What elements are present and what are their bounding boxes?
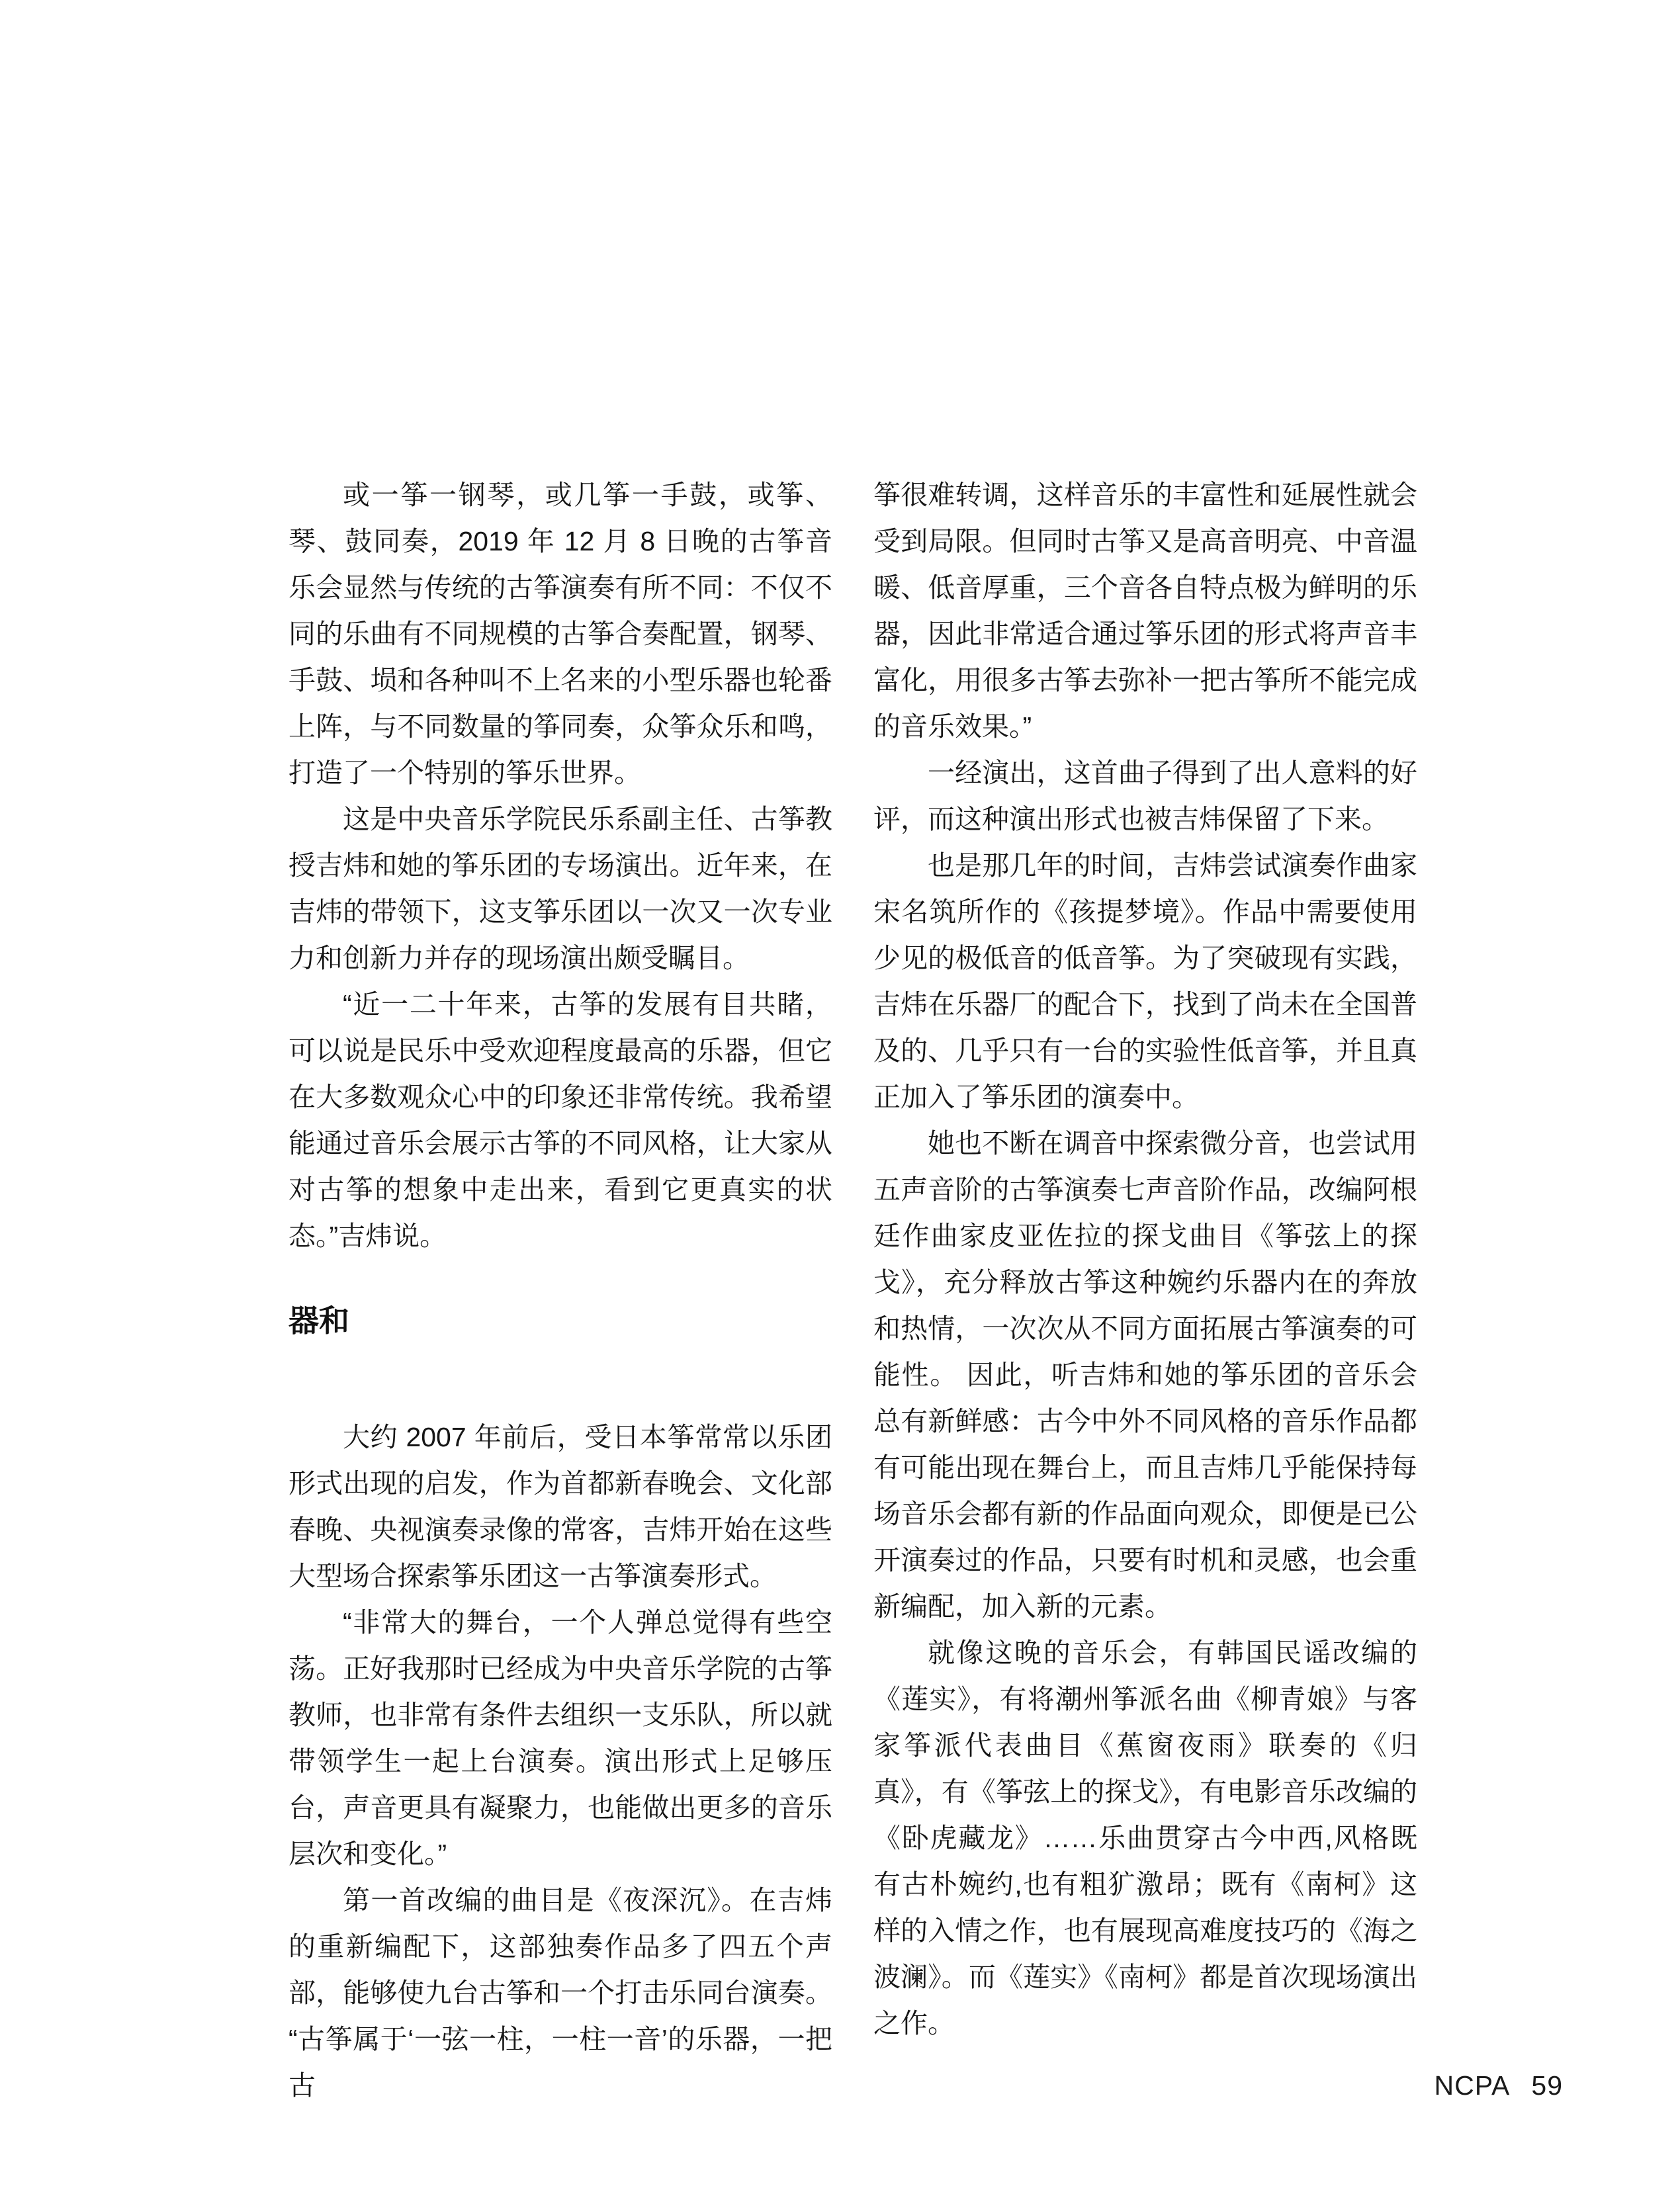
- paragraph: 第一首改编的曲目是《夜深沉》。在吉炜的重新编配下，这部独奏作品多了四五个声部，能够使九台古筝和一个打击乐同台演奏。“古筝属于‘一弦一柱，一柱一音’的乐器，一把古: [288, 1885, 832, 2101]
- left-text-column: [288, 472, 832, 2109]
- paragraph-continuation: 筝很难转调，这样音乐的丰富性和延展性就会受到局限。但同时古筝又是高音明亮、中音温暖、低音厚重，三个音各自特点极为鲜明的乐器，因此非常适合通过筝乐团的形式将声音丰富化，用很多古筝去弥补一把古筝所不能完成的音乐效果。”: [873, 480, 1417, 742]
- paragraph: “近一二十年来，古筝的发展有目共睹，可以说是民乐中受欢迎程度最高的乐器，但它在大多数观众心中的印象还非常传统。我希望能通过音乐会展示古筝的不同风格，让大家从对古筝的想象中走出来，看到它更真实的状态。”吉炜说。: [288, 989, 832, 1251]
- right-text-column: [873, 472, 1417, 2046]
- paragraph: 也是那几年的时间，吉炜尝试演奏作曲家宋名筑所作的《孩提梦境》。作品中需要使用少见的极低音的低音筝。为了突破现有实践，吉炜在乐器厂的配合下，找到了尚未在全国普及的、几乎只有一台的实验性低音筝，并且真正加入了筝乐团的演奏中。: [873, 850, 1417, 1112]
- footer-brand: NCPA: [1434, 2070, 1511, 2101]
- paragraph: 一经演出，这首曲子得到了出人意料的好评，而这种演出形式也被吉炜保留了下来。: [873, 758, 1417, 834]
- footer-page-number: 59: [1531, 2070, 1563, 2101]
- section-heading: 器和: [288, 1303, 349, 1338]
- paragraph: “非常大的舞台，一个人弹总觉得有些空荡。正好我那时已经成为中央音乐学院的古筝教师，也非常有条件去组织一支乐队，所以就带领学生一起上台演奏。演出形式上足够压台，声音更具有凝聚力，也能做出更多的音乐层次和变化。”: [288, 1607, 832, 1869]
- paragraph: 这是中央音乐学院民乐系副主任、古筝教授吉炜和她的筝乐团的专场演出。近年来，在吉炜的带领下，这支筝乐团以一次又一次专业力和创新力并存的现场演出颇受瞩目。: [288, 804, 832, 973]
- paragraph: 她也不断在调音中探索微分音，也尝试用五声音阶的古筝演奏七声音阶作品，改编阿根廷作曲家皮亚佐拉的探戈曲目《筝弦上的探戈》，充分释放古筝这种婉约乐器内在的奔放和热情，一次次从不同方面拓展古筝演奏的可能性。 因此，听吉炜和她的筝乐团的音乐会总有新鲜感：古今中外不同风格的音乐作品都有可能出现在舞台上，而且吉炜几乎能保持每场音乐会都有新的作品面向观众，即便是已公开演奏过的作品，只要有时机和灵感，也会重新编配，加入新的元素。: [873, 1128, 1417, 1622]
- paragraph: 或一筝一钢琴，或几筝一手鼓，或筝、琴、鼓同奏，2019 年 12 月 8 日晚的古筝音乐会显然与传统的古筝演奏有所不同：不仅不同的乐曲有不同规模的古筝合奏配置，钢琴、手鼓、埙和各种叫不上名来的小型乐器也轮番上阵，与不同数量的筝同奏，众筝众乐和鸣，打造了一个特别的筝乐世界。: [288, 480, 832, 788]
- page-footer: [1435, 2070, 1563, 2101]
- paragraph: 大约 2007 年前后，受日本筝常常以乐团形式出现的启发，作为首都新春晚会、文化部春晚、央视演奏录像的常客，吉炜开始在这些大型场合探索筝乐团这一古筝演奏形式。: [288, 1422, 832, 1591]
- paragraph: 就像这晚的音乐会，有韩国民谣改编的《莲实》，有将潮州筝派名曲《柳青娘》与客家筝派代表曲目《蕉窗夜雨》联奏的《归真》，有《筝弦上的探戈》，有电影音乐改编的《卧虎藏龙》……乐曲贯穿古今中西,风格既有古朴婉约,也有粗犷激昂；既有《南柯》这样的入情之作，也有展现高难度技巧的《海之波澜》。而《莲实》《南柯》都是首次现场演出之作。: [873, 1638, 1417, 2038]
